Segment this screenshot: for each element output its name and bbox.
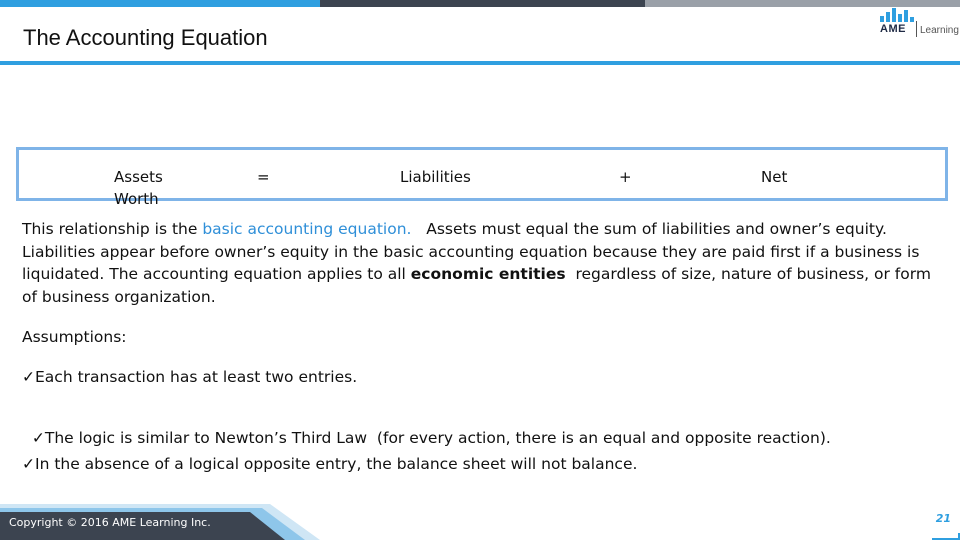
page-number: 21	[935, 512, 951, 525]
equation-plus: +	[619, 168, 632, 186]
top-bar-dark	[320, 0, 645, 7]
copyright-text: Copyright © 2016 AME Learning Inc.	[9, 516, 211, 529]
equation-equals: =	[257, 168, 270, 186]
top-bar-gray	[645, 0, 960, 7]
equation-net: Net	[761, 168, 788, 186]
checkmark-icon: ✓	[31, 429, 45, 447]
slide-title: The Accounting Equation	[23, 25, 268, 50]
equation-assets: Assets	[114, 168, 163, 186]
logo-brand: AME	[880, 23, 906, 35]
logo-sub: Learning	[920, 25, 959, 36]
logo-bars-icon	[880, 8, 920, 22]
logo-divider	[916, 21, 917, 37]
page-number-rule	[932, 533, 960, 540]
top-color-bar	[0, 0, 960, 7]
economic-entities-term: economic entities	[410, 265, 566, 283]
top-bar-blue	[0, 0, 320, 7]
equation-worth: Worth	[114, 190, 159, 208]
title-underline	[0, 61, 960, 65]
assumption-text: Each transaction has at least two entries.	[35, 368, 358, 386]
assumption-item	[22, 368, 357, 386]
paragraph-middle: Assets must equal the sum of liabilities and owner’s equity. Liabilities appear before owner’s equity in the basic accounting equation because they are paid first if a business is liquidated. The accounting equation applies to all	[22, 220, 925, 283]
equation-liabilities: Liabilities	[400, 168, 471, 186]
assumption-item	[22, 411, 831, 447]
explanation-paragraph	[22, 218, 947, 308]
assumption-text: The logic is similar to Newton’s Third Law (for every action, there is an equal and opposite reaction).	[44, 429, 831, 447]
checkmark-icon: ✓	[22, 455, 35, 473]
ame-learning-logo	[876, 8, 960, 38]
assumption-text: In the absence of a logical opposite entry, the balance sheet will not balance.	[35, 455, 638, 473]
equation-box	[16, 147, 948, 208]
paragraph-tail: regardless of size, nature of business, or form of business organization.	[22, 265, 936, 306]
paragraph-lead: This relationship is the	[22, 220, 203, 238]
assumptions-heading: Assumptions:	[22, 328, 127, 346]
basic-equation-term: basic accounting equation.	[202, 220, 412, 238]
checkmark-icon: ✓	[22, 368, 35, 386]
assumption-item	[22, 455, 637, 473]
